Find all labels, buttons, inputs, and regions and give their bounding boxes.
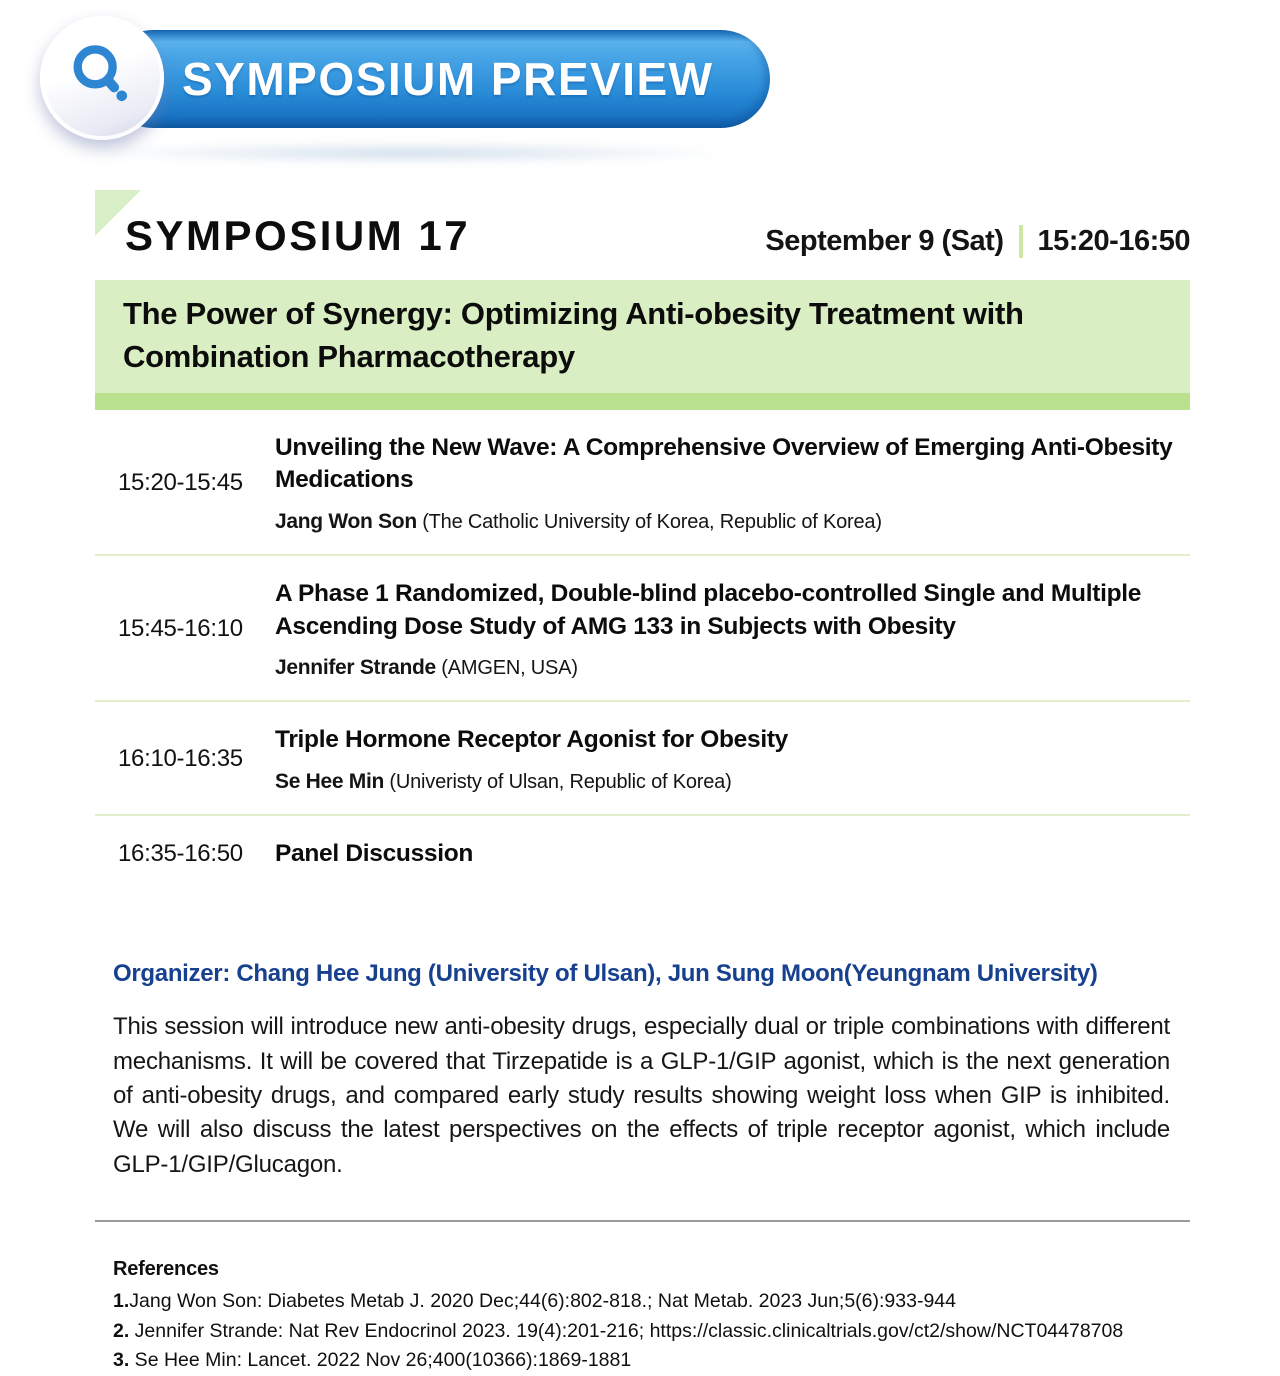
symposium-preview-banner bbox=[0, 0, 1280, 190]
banner-shadow bbox=[80, 142, 740, 164]
reference-item-1 bbox=[113, 1287, 1190, 1317]
symposium-header bbox=[95, 190, 1190, 276]
reference-item-2 bbox=[113, 1317, 1190, 1347]
page-title: SYMPOSIUM 17 bbox=[125, 212, 471, 259]
reference-text: Se Hee Min: Lancet. 2022 Nov 26;400(10366):1869-1881 bbox=[129, 1349, 632, 1372]
schedule-row-1 bbox=[95, 410, 1190, 556]
program-page bbox=[0, 190, 1280, 1376]
talk-details bbox=[275, 724, 1190, 794]
references-heading: References bbox=[113, 1257, 219, 1280]
speaker-name: Se Hee Min bbox=[275, 769, 385, 793]
speaker-line bbox=[275, 656, 1190, 680]
organizer-line: Organizer: Chang Hee Jung (University of Ulsan), Jun Sung Moon(Yeungnam University) bbox=[113, 960, 1098, 988]
session-datetime bbox=[765, 225, 1190, 258]
speaker-line bbox=[275, 770, 1190, 794]
talk-details bbox=[275, 432, 1190, 534]
session-time-range: 15:20-16:50 bbox=[1037, 225, 1190, 257]
banner-label: SYMPOSIUM PREVIEW bbox=[182, 53, 714, 105]
speaker-name: Jennifer Strande bbox=[275, 656, 436, 680]
talk-time: 16:10-16:35 bbox=[118, 744, 243, 772]
reference-number: 2. bbox=[113, 1319, 130, 1342]
reference-number: 1. bbox=[113, 1290, 130, 1313]
talk-time: 16:35-16:50 bbox=[118, 839, 243, 867]
session-title: The Power of Synergy: Optimizing Anti-obesity Treatment with Combination Pharmacotherapy bbox=[123, 296, 1024, 375]
session-title-block bbox=[95, 280, 1190, 410]
datetime-divider bbox=[1019, 225, 1023, 258]
talk-title: Unveiling the New Wave: A Comprehensive Overview of Emerging Anti-Obesity Medications bbox=[275, 433, 1173, 494]
schedule-row-3 bbox=[95, 702, 1190, 816]
banner-pill bbox=[104, 30, 770, 128]
talk-title: Panel Discussion bbox=[275, 839, 474, 867]
speaker-affiliation: (Univeristy of Ulsan, Republic of Korea) bbox=[384, 770, 732, 793]
reference-number: 3. bbox=[113, 1349, 130, 1372]
talk-title: A Phase 1 Randomized, Double-blind placebo-controlled Single and Multiple Ascending Dose Study of AMG 133 in Subjects with Obesity bbox=[275, 579, 1142, 640]
reference-text: Jennifer Strande: Nat Rev Endocrinol 2023. 19(4):201-216; https://classic.clinicaltrials.gov/ct2/show/NCT04478708 bbox=[129, 1319, 1124, 1342]
speaker-name: Jang Won Son bbox=[275, 509, 417, 533]
schedule-row-2 bbox=[95, 556, 1190, 702]
talk-time: 15:45-16:10 bbox=[118, 615, 243, 643]
talk-details bbox=[275, 578, 1190, 680]
schedule-table bbox=[95, 410, 1190, 890]
schedule-row-4 bbox=[95, 816, 1190, 891]
reference-item-3 bbox=[113, 1346, 1190, 1376]
talk-title: Triple Hormone Receptor Agonist for Obesity bbox=[275, 726, 789, 754]
session-description: This session will introduce new anti-obesity drugs, especially dual or triple combinations with different mechanisms. It will be covered that Tirzepatide is a GLP-1/GIP agonist, which is the next generation of anti-obesity drugs, and compared early study results showing weight loss when GIP is inhibited. We will also discuss the latest perspectives on the effects of triple receptor agonist, which include GLP-1/GIP/Glucagon. bbox=[113, 1013, 1170, 1178]
session-date: September 9 (Sat) bbox=[765, 225, 1004, 257]
magnifier-badge bbox=[40, 16, 164, 140]
talk-details bbox=[275, 838, 1190, 871]
speaker-line bbox=[275, 510, 1190, 534]
references-divider bbox=[95, 1220, 1190, 1222]
speaker-affiliation: (The Catholic University of Korea, Republic of Korea) bbox=[416, 510, 882, 533]
magnifier-icon bbox=[64, 38, 140, 119]
reference-text: Jang Won Son: Diabetes Metab J. 2020 Dec;44(6):802-818.; Nat Metab. 2023 Jun;5(6):933-944 bbox=[129, 1290, 956, 1313]
speaker-affiliation: (AMGEN, USA) bbox=[435, 657, 578, 680]
references-section bbox=[113, 1254, 1190, 1376]
talk-time: 15:20-15:45 bbox=[118, 468, 243, 496]
